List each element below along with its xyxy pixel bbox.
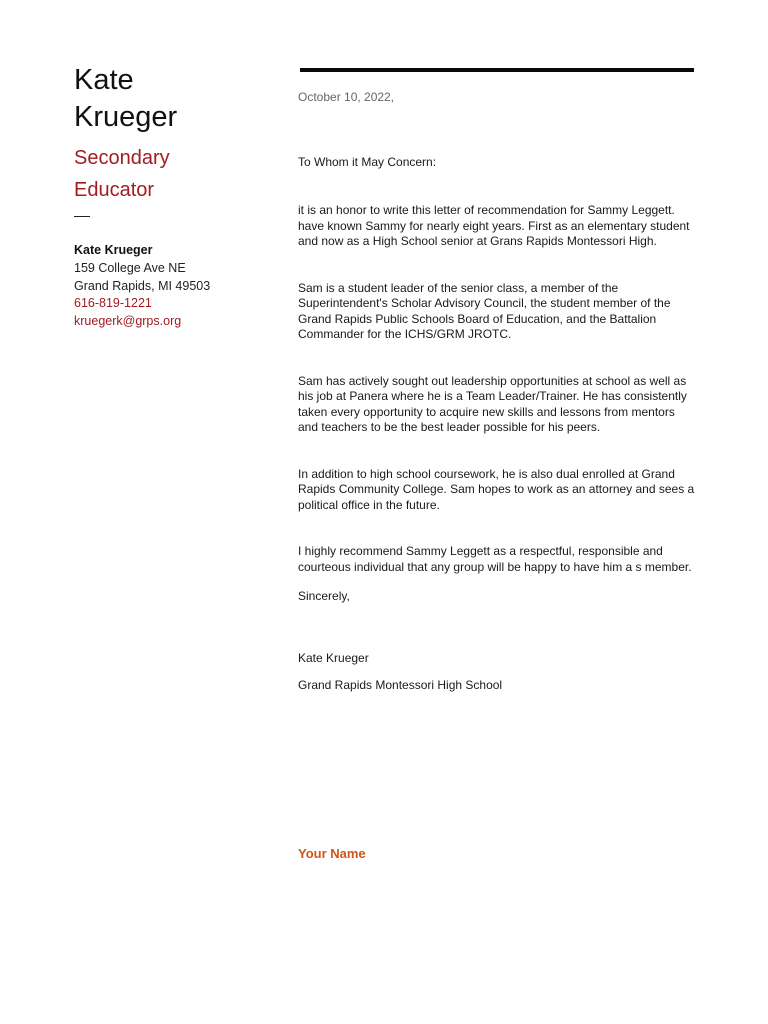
- author-name-last: Krueger: [74, 101, 178, 133]
- header-rule: [300, 68, 694, 72]
- signature-organization: Grand Rapids Montessori High School: [298, 678, 503, 692]
- letter-body: [298, 90, 698, 694]
- sender-sidebar: [74, 62, 274, 331]
- title-divider: [74, 216, 90, 217]
- author-title-line2: Educator: [74, 179, 155, 201]
- author-name-first: Kate: [74, 64, 134, 96]
- letter-paragraph: it is an honor to write this letter of recommendation for Sammy Leggett. have known Sammy for nearly eight years. First as an elementary student and now as a High School senior at Grans Rapids Montessori High.: [298, 203, 690, 248]
- contact-city: Grand Rapids, MI 49503: [74, 278, 211, 293]
- letter-paragraph: I highly recommend Sammy Leggett as a respectful, responsible and courteous individual that any group will be happy to have him a s member.: [298, 544, 692, 574]
- author-name: [74, 62, 274, 136]
- letter-closing: Sincerely,: [298, 589, 350, 603]
- author-title-line1: Secondary: [74, 147, 170, 169]
- letter-date: October 10, 2022,: [298, 90, 395, 104]
- letter-paragraph: Sam is a student leader of the senior class, a member of the Superintendent's Scholar Advisory Council, the student member of the Grand Rapids Public Schools Board of Education, and the Battalion Commander for the ICHS/GRM JROTC.: [298, 280, 671, 341]
- letter-paragraph: In addition to high school coursework, he is also dual enrolled at Grand Rapids Community College. Sam hopes to work as an attorney and sees a political office in the future.: [298, 466, 695, 512]
- author-title: [74, 142, 274, 206]
- contact-email[interactable]: kruegerk@grps.org: [74, 314, 182, 329]
- letter-salutation: To Whom it May Concern:: [298, 154, 437, 169]
- contact-street: 159 College Ave NE: [74, 260, 186, 275]
- contact-phone[interactable]: 616-819-1221: [74, 296, 152, 311]
- signature-name: Kate Krueger: [298, 650, 369, 665]
- contact-block: [74, 242, 274, 331]
- letter-paragraph: Sam has actively sought out leadership opportunities at school as well as his job at Panera where he is a Team Leader/Trainer. He has consistently taken every opportunity to acquire new skills and lessons from mentors and teachers to be the best leader possible for his peers.: [298, 373, 687, 434]
- contact-name: Kate Krueger: [74, 243, 153, 257]
- your-name-placeholder: Your Name: [298, 846, 366, 861]
